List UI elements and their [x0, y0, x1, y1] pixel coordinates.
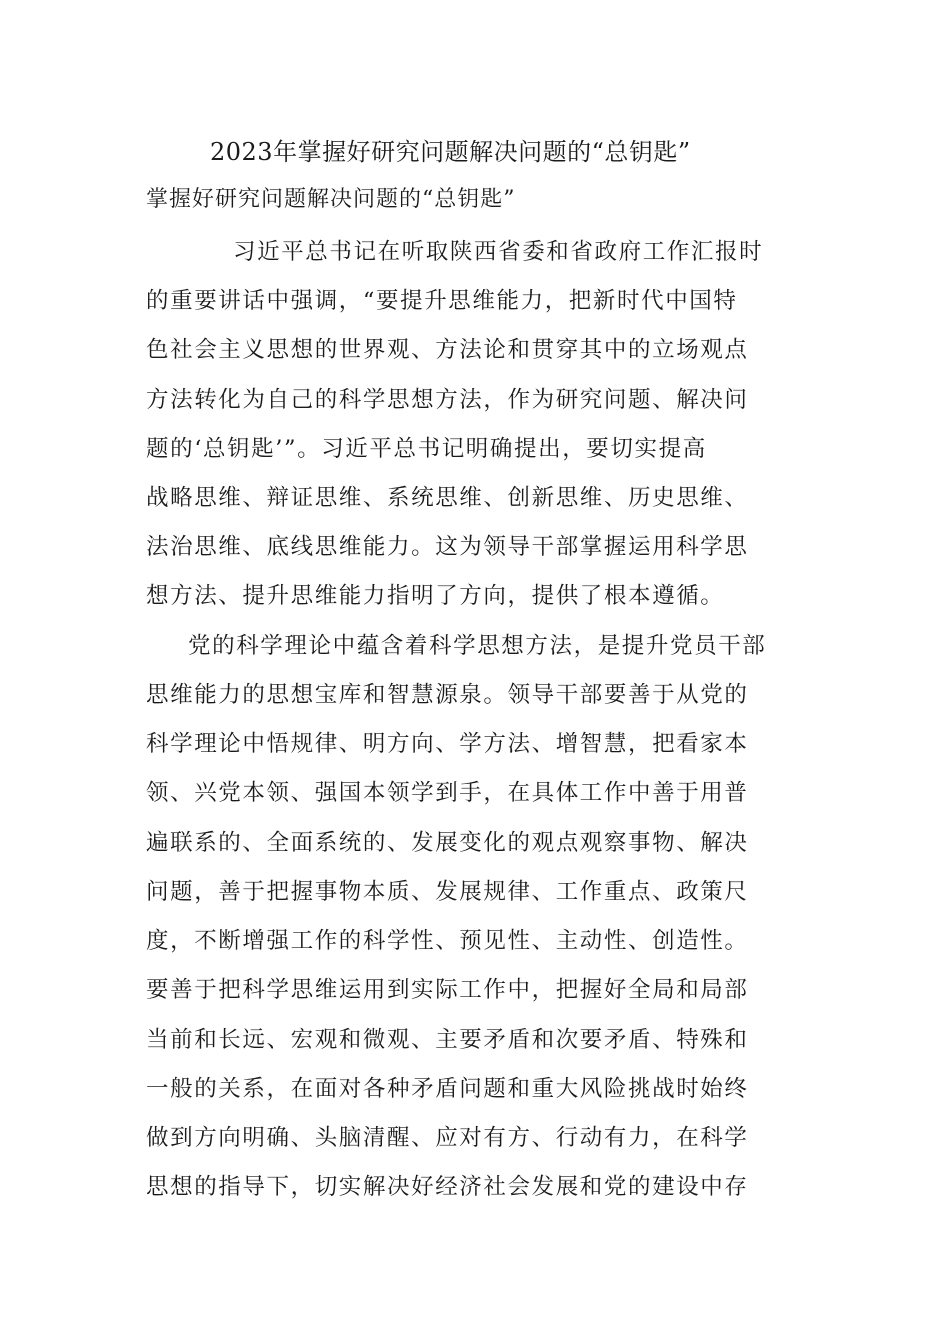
paragraph-line: 方法转化为自己的科学思想方法，作为研究问题、解决问: [146, 387, 749, 413]
paragraph-line: 思想的指导下，切实解决好经济社会发展和党的建设中存: [146, 1174, 749, 1200]
paragraph-line: 想方法、提升思维能力指明了方向，提供了根本遵循。: [146, 583, 725, 609]
paragraph-line: 遍联系的、全面系统的、发展变化的观点观察事物、解决: [146, 830, 749, 856]
paragraph-line: 领、兴党本领、强国本领学到手，在具体工作中善于用普: [146, 780, 749, 806]
paragraph-line: 党的科学理论中蕴含着科学思想方法，是提升党员干部: [188, 633, 767, 659]
paragraph-line: 习近平总书记在听取陕西省委和省政府工作汇报时: [233, 239, 764, 265]
paragraph-line: 当前和长远、宏观和微观、主要矛盾和次要矛盾、特殊和: [146, 1027, 749, 1053]
document-subtitle: 掌握好研究问题解决问题的“总钥匙”: [146, 187, 516, 212]
paragraph-line: 思维能力的思想宝库和智慧源泉。领导干部要善于从党的: [146, 682, 749, 708]
paragraph-line: 战略思维、辩证思维、系统思维、创新思维、历史思维、: [146, 485, 749, 511]
paragraph-line: 度，不断增强工作的科学性、预见性、主动性、创造性。: [146, 928, 749, 954]
paragraph-line: 问题，善于把握事物本质、发展规律、工作重点、政策尺: [146, 879, 749, 905]
paragraph-line: 要善于把科学思维运用到实际工作中，把握好全局和局部: [146, 977, 749, 1003]
paragraph-line: 做到方向明确、头脑清醒、应对有方、行动有力，在科学: [146, 1125, 749, 1151]
paragraph-line: 的重要讲话中强调，“要提升思维能力，把新时代中国特: [146, 288, 738, 314]
paragraph-line: 色社会主义思想的世界观、方法论和贯穿其中的立场观点: [146, 337, 749, 363]
paragraph-line: 一般的关系，在面对各种矛盾问题和重大风险挑战时始终: [146, 1076, 749, 1102]
paragraph-line: 科学理论中悟规律、明方向、学方法、增智慧，把看家本: [146, 731, 749, 757]
paragraph-line: 法治思维、底线思维能力。这为领导干部掌握运用科学思: [146, 534, 749, 560]
document-title: 2023年掌握好研究问题解决问题的“总钥匙”: [210, 138, 691, 166]
paragraph-line: 题的‘总钥匙’”。习近平总书记明确提出，要切实提高: [146, 436, 707, 462]
